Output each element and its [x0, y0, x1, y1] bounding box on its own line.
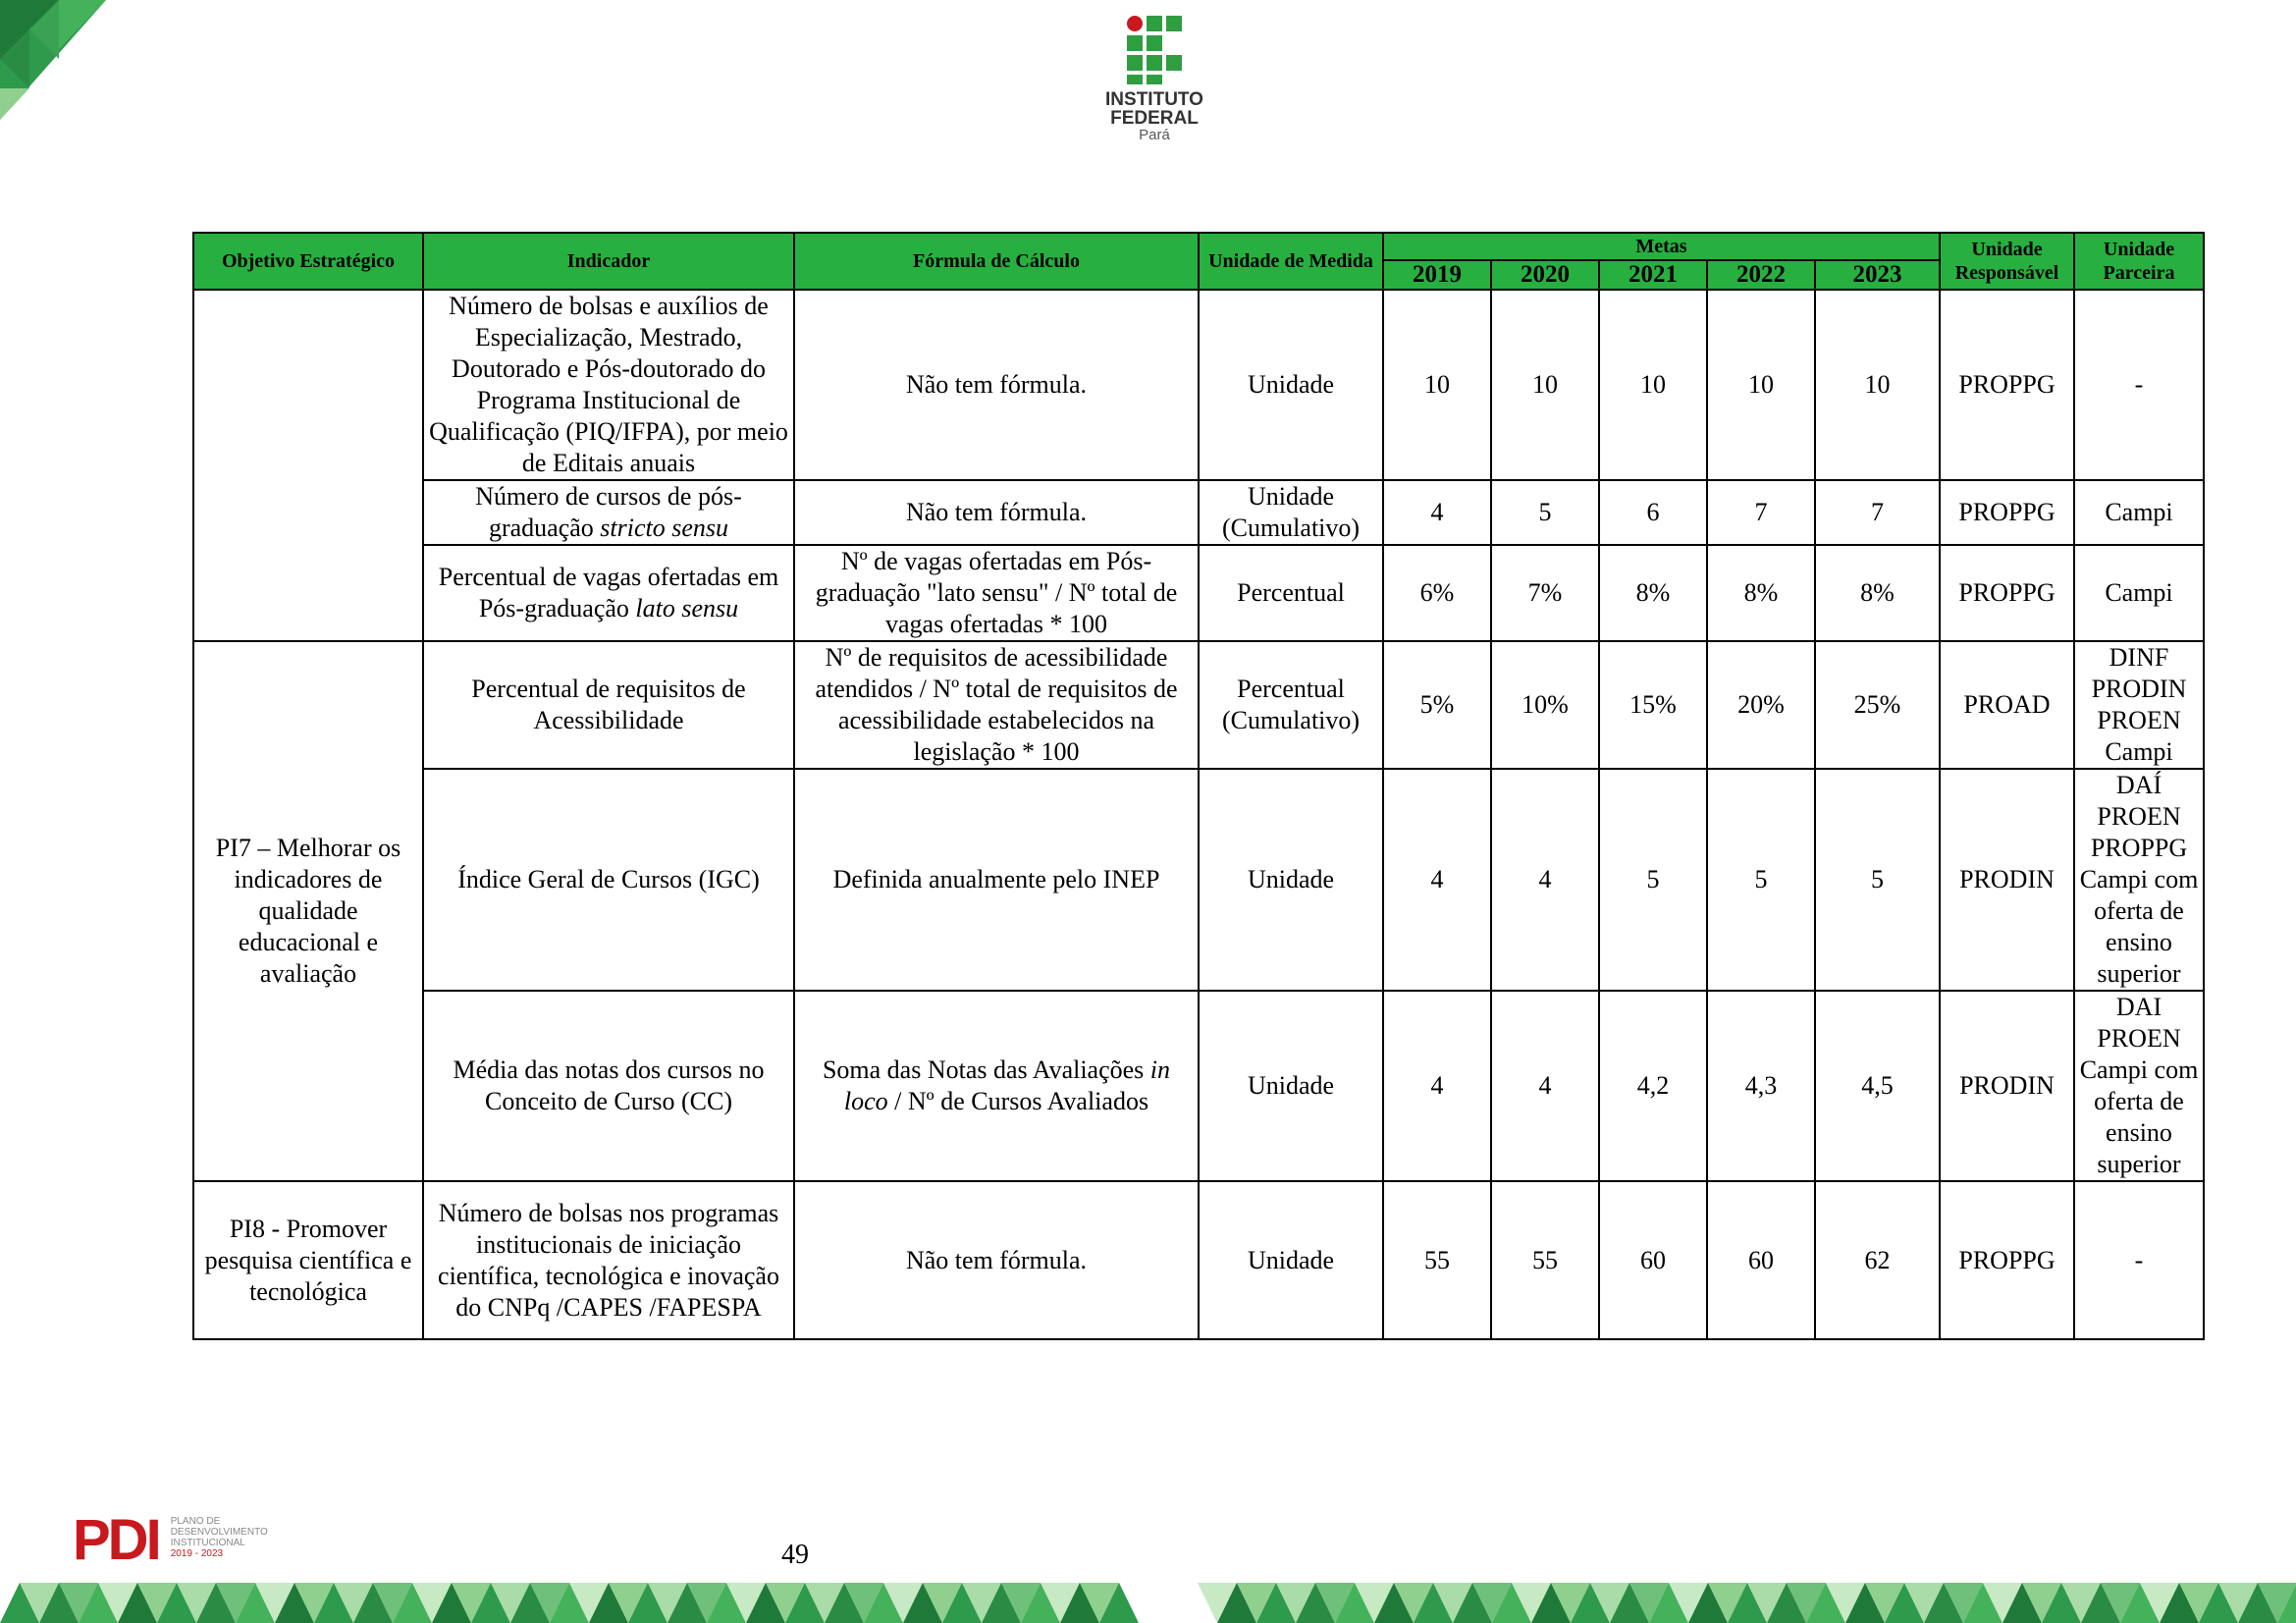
responsavel-cell: PROPPG [1940, 290, 2074, 480]
pdi-caption-line1: PLANO DE [170, 1516, 221, 1527]
header-metas: Metas [1383, 233, 1940, 260]
indicador-text: Percentual de vagas ofertadas em Pós-graduação [438, 563, 779, 622]
meta-cell: 25% [1815, 641, 1940, 769]
objetivo-cell: PI8 - Promover pesquisa científica e tecnológica [193, 1181, 423, 1339]
parceira-cell: DAÍ PROEN PROPPG Campi com oferta de ensino superior [2074, 769, 2204, 991]
meta-cell: 5 [1815, 769, 1940, 991]
meta-cell: 4,3 [1707, 991, 1815, 1181]
unidade-cell: Percentual [1199, 545, 1383, 641]
indicador-cell: Índice Geral de Cursos (IGC) [423, 769, 794, 991]
table-row [193, 290, 2204, 480]
meta-cell: 5% [1383, 641, 1491, 769]
parceira-cell: DINF PRODIN PROEN Campi [2074, 641, 2204, 769]
indicador-cell: Número de bolsas nos programas institucionais de iniciação científica, tecnológica e inovação do CNPq /CAPES /FAPESPA [423, 1181, 794, 1339]
meta-cell: 20% [1707, 641, 1815, 769]
meta-cell: 4 [1383, 480, 1491, 545]
meta-cell: 55 [1491, 1181, 1599, 1339]
parceira-cell: - [2074, 290, 2204, 480]
meta-cell: 5 [1491, 480, 1599, 545]
logo-line3: Pará [1139, 127, 1170, 143]
header-year: 2023 [1815, 260, 1940, 290]
parceira-cell: - [2074, 1181, 2204, 1339]
formula-text-end: / Nº de Cursos Avaliados [887, 1087, 1149, 1115]
table-row [193, 1181, 2204, 1339]
meta-cell: 10 [1707, 290, 1815, 480]
indicador-cell: Número de bolsas e auxílios de Especialização, Mestrado, Doutorado e Pós-doutorado do Programa Institucional de Qualificação (PIQ/IFPA), por meio de Editais anuais [423, 290, 794, 480]
logo-line1: INSTITUTO [1105, 89, 1203, 110]
indicador-cell: Percentual de requisitos de Acessibilidade [423, 641, 794, 769]
instituto-federal-logo [1097, 16, 1211, 143]
meta-cell: 6% [1383, 545, 1491, 641]
pdi-caption-line2: DESENVOLVIMENTO [170, 1527, 268, 1538]
meta-cell: 55 [1383, 1181, 1491, 1339]
table-row [193, 991, 2204, 1181]
formula-cell: Não tem fórmula. [794, 1181, 1199, 1339]
pdi-caption-years: 2019 - 2023 [170, 1548, 224, 1559]
unidade-cell: Unidade (Cumulativo) [1199, 480, 1383, 545]
meta-cell: 6 [1599, 480, 1707, 545]
responsavel-cell: PROPPG [1940, 545, 2074, 641]
corner-decoration [0, 0, 108, 123]
meta-cell: 4 [1383, 769, 1491, 991]
formula-cell [794, 991, 1199, 1181]
unidade-cell: Unidade [1199, 1181, 1383, 1339]
unidade-cell: Percentual (Cumulativo) [1199, 641, 1383, 769]
formula-cell: Nº de vagas ofertadas em Pós-graduação "lato sensu" / Nº total de vagas ofertadas * 100 [794, 545, 1199, 641]
meta-cell: 4,2 [1599, 991, 1707, 1181]
header-objetivo: Objetivo Estratégico [193, 233, 423, 290]
unidade-cell: Unidade [1199, 769, 1383, 991]
header-indicador: Indicador [423, 233, 794, 290]
responsavel-cell: PRODIN [1940, 991, 2074, 1181]
objetivo-cell: PI7 – Melhorar os indicadores de qualidade educacional e avaliação [193, 641, 423, 1181]
formula-cell: Definida anualmente pelo INEP [794, 769, 1199, 991]
formula-cell: Não tem fórmula. [794, 480, 1199, 545]
unidade-cell: Unidade [1199, 290, 1383, 480]
parceira-cell: Campi [2074, 480, 2204, 545]
meta-cell: 7 [1707, 480, 1815, 545]
pdi-logo-text: PDI [73, 1508, 159, 1572]
bottom-band-decoration [0, 1583, 2296, 1623]
header-unidade-medida: Unidade de Medida [1199, 233, 1383, 290]
parceira-cell: Campi [2074, 545, 2204, 641]
header-formula: Fórmula de Cálculo [794, 233, 1199, 290]
meta-cell: 4 [1491, 991, 1599, 1181]
header-year: 2019 [1383, 260, 1491, 290]
header-year: 2021 [1599, 260, 1707, 290]
indicador-italic: stricto sensu [600, 514, 729, 542]
pdi-logo [73, 1508, 289, 1572]
formula-cell: Nº de requisitos de acessibilidade atendidos / Nº total de requisitos de acessibilidade estabelecidos na legislação * 100 [794, 641, 1199, 769]
header-unidade-parceira: Unidade Parceira [2074, 233, 2204, 290]
page-number: 49 [781, 1540, 809, 1570]
meta-cell: 15% [1599, 641, 1707, 769]
meta-cell: 8% [1599, 545, 1707, 641]
table-row [193, 641, 2204, 769]
strategic-indicators-table [192, 232, 2205, 1340]
table-row [193, 545, 2204, 641]
unidade-cell: Unidade [1199, 991, 1383, 1181]
logo-emblem [1127, 16, 1182, 84]
meta-cell: 10 [1383, 290, 1491, 480]
parceira-cell: DAI PROEN Campi com oferta de ensino superior [2074, 991, 2204, 1181]
table-row [193, 769, 2204, 991]
indicador-cell: Média das notas dos cursos no Conceito de Curso (CC) [423, 991, 794, 1181]
objetivo-cell-empty [193, 290, 423, 641]
meta-cell: 4 [1491, 769, 1599, 991]
header-unidade-responsavel: Unidade Responsável [1940, 233, 2074, 290]
formula-italic: in loco [843, 1055, 1171, 1115]
responsavel-cell: PROAD [1940, 641, 2074, 769]
meta-cell: 8% [1815, 545, 1940, 641]
header-year: 2022 [1707, 260, 1815, 290]
meta-cell: 5 [1599, 769, 1707, 991]
meta-cell: 7 [1815, 480, 1940, 545]
meta-cell: 10 [1599, 290, 1707, 480]
header-year: 2020 [1491, 260, 1599, 290]
meta-cell: 10 [1491, 290, 1599, 480]
meta-cell: 5 [1707, 769, 1815, 991]
formula-text: Soma das Notas das Avaliações [822, 1055, 1150, 1084]
meta-cell: 7% [1491, 545, 1599, 641]
responsavel-cell: PROPPG [1940, 1181, 2074, 1339]
responsavel-cell: PRODIN [1940, 769, 2074, 991]
responsavel-cell: PROPPG [1940, 480, 2074, 545]
meta-cell: 8% [1707, 545, 1815, 641]
indicador-cell [423, 480, 794, 545]
pdi-logo-caption [171, 1516, 289, 1559]
indicador-italic: lato sensu [635, 594, 739, 622]
pdi-caption-line3: INSTITUCIONAL [170, 1538, 245, 1548]
formula-cell: Não tem fórmula. [794, 290, 1199, 480]
meta-cell: 4,5 [1815, 991, 1940, 1181]
meta-cell: 60 [1707, 1181, 1815, 1339]
meta-cell: 60 [1599, 1181, 1707, 1339]
logo-line2: FEDERAL [1110, 108, 1199, 129]
meta-cell: 10% [1491, 641, 1599, 769]
table-row [193, 480, 2204, 545]
meta-cell: 62 [1815, 1181, 1940, 1339]
meta-cell: 4 [1383, 991, 1491, 1181]
indicador-cell [423, 545, 794, 641]
meta-cell: 10 [1815, 290, 1940, 480]
indicador-text: Número de cursos de pós-graduação [475, 482, 742, 542]
